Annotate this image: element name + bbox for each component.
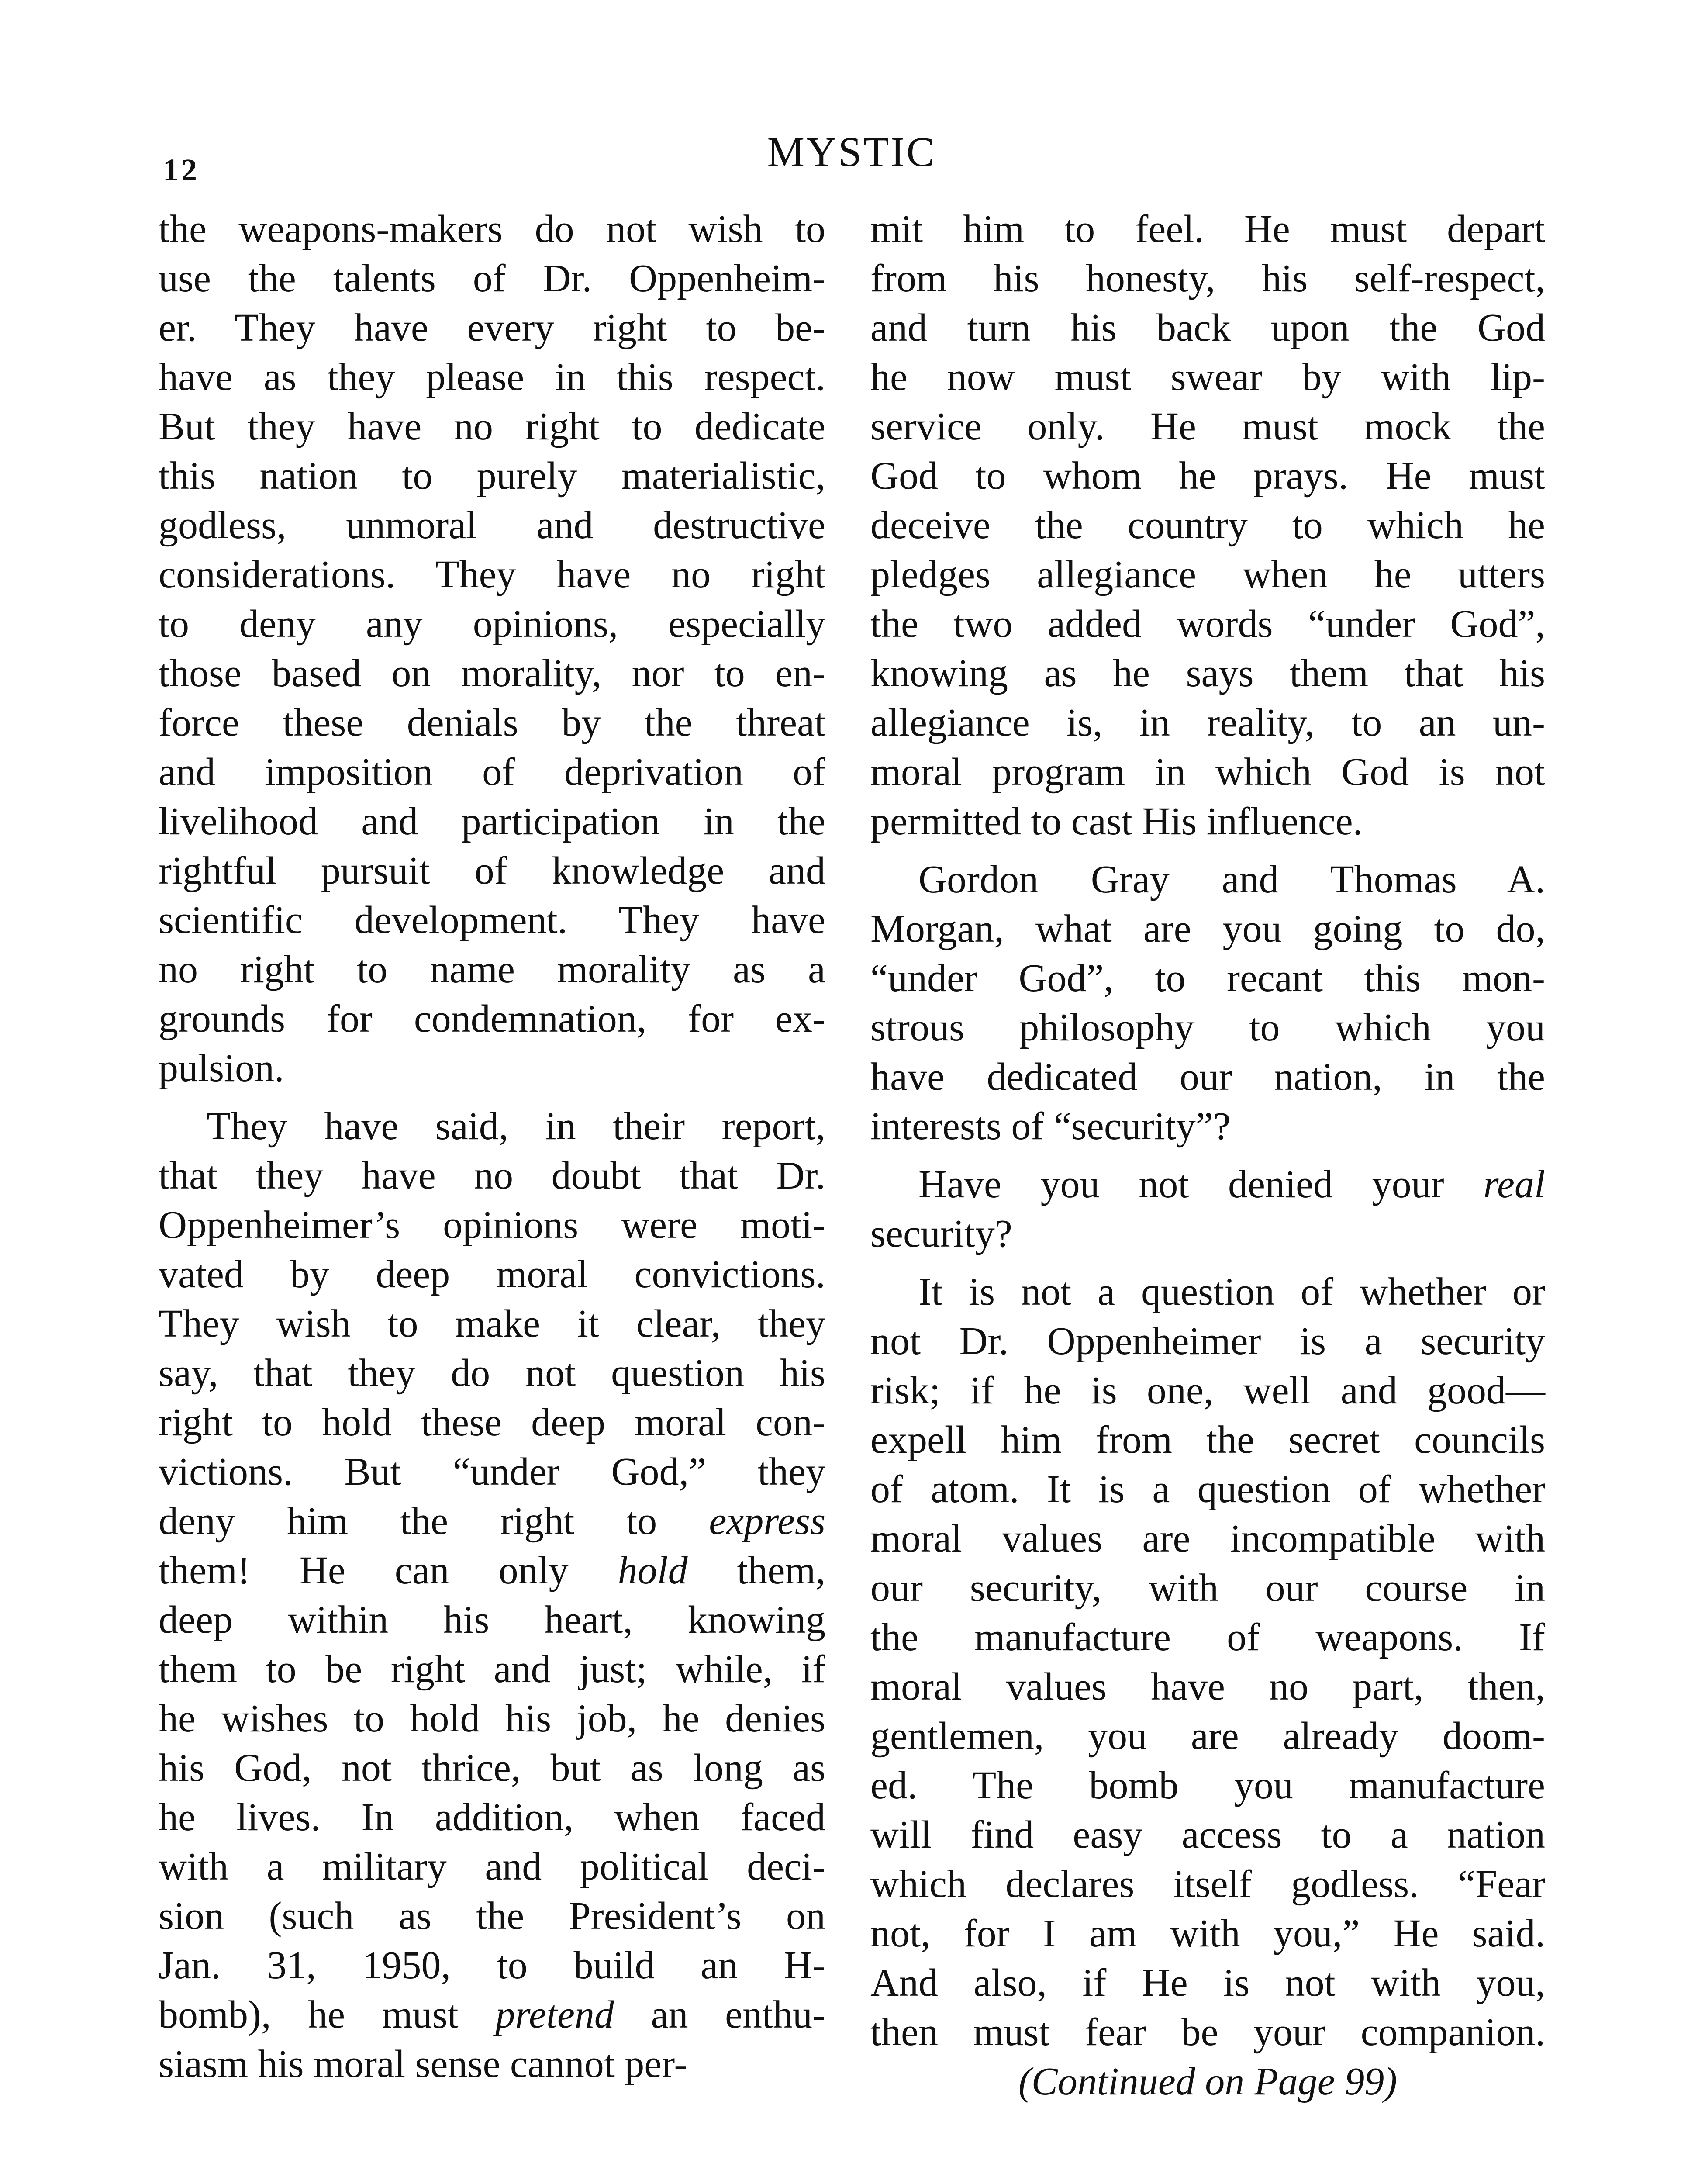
text-segment: them, bbox=[737, 1549, 826, 1592]
text-line: risk; if he is one, well and good— bbox=[870, 1369, 1545, 1412]
text-line: They wish to make it clear, they bbox=[159, 1302, 825, 1345]
text-line: er. They have every right to be- bbox=[159, 306, 825, 349]
text-line: them to be right and just; while, if bbox=[159, 1648, 825, 1691]
text-line: knowing as he says them that his bbox=[870, 652, 1545, 695]
text-line: force these denials by the threat bbox=[159, 701, 825, 744]
text-line: to deny any opinions, especially bbox=[159, 602, 825, 646]
text-line: have as they please in this respect. bbox=[159, 356, 825, 399]
continued-note: (Continued on Page 99) bbox=[1018, 2060, 1398, 2103]
italic-word: real bbox=[1483, 1163, 1545, 1206]
text-line: expell him from the secret councils bbox=[870, 1418, 1545, 1462]
text-line: sion (such as the President’s on bbox=[159, 1894, 825, 1938]
text-line: from his honesty, his self-respect, bbox=[870, 257, 1545, 300]
text-line: his God, not thrice, but as long as bbox=[159, 1746, 825, 1790]
italic-word: express bbox=[709, 1500, 825, 1543]
text-line: then must fear be your companion. bbox=[870, 2011, 1545, 2054]
text-line: which declares itself godless. “Fear bbox=[870, 1863, 1545, 1906]
text-line: rightful pursuit of knowledge and bbox=[159, 849, 825, 892]
text-line: deceive the country to which he bbox=[870, 504, 1545, 547]
text-line: and turn his back upon the God bbox=[870, 306, 1545, 349]
text-segment: bomb), he must bbox=[159, 1993, 459, 2036]
text-line: will find easy access to a nation bbox=[870, 1813, 1545, 1856]
text-line: service only. He must mock the bbox=[870, 405, 1545, 448]
text-line: the manufacture of weapons. If bbox=[870, 1616, 1545, 1659]
text-line: he lives. In addition, when faced bbox=[159, 1796, 825, 1839]
text-line: siasm his moral sense cannot per- bbox=[159, 2042, 687, 2086]
text-line: strous philosophy to which you bbox=[870, 1006, 1545, 1049]
text-segment: Have you not denied your bbox=[918, 1163, 1444, 1206]
text-line: Morgan, what are you going to do, bbox=[870, 907, 1545, 950]
text-line bbox=[159, 1546, 825, 1595]
text-line: security? bbox=[870, 1212, 1012, 1255]
running-head: MYSTIC bbox=[767, 128, 936, 175]
text-line: not, for I am with you,” He said. bbox=[870, 1912, 1545, 1955]
text-line: moral program in which God is not bbox=[870, 750, 1545, 794]
text-line: this nation to purely materialistic, bbox=[159, 454, 825, 498]
text-line: Oppenheimer’s opinions were moti- bbox=[159, 1203, 825, 1247]
text-segment: them! He can only bbox=[159, 1549, 569, 1592]
text-line: no right to name morality as a bbox=[159, 948, 825, 991]
left-column bbox=[159, 204, 825, 2089]
text-line bbox=[159, 1496, 825, 1546]
text-line: he wishes to hold his job, he denies bbox=[159, 1697, 825, 1740]
text-line: our security, with our course in bbox=[870, 1566, 1545, 1610]
text-line: godless, unmoral and destructive bbox=[159, 504, 825, 547]
text-line: moral values have no part, then, bbox=[870, 1665, 1545, 1708]
text-line: pledges allegiance when he utters bbox=[870, 553, 1545, 596]
text-line: the weapons-makers do not wish to bbox=[159, 207, 825, 251]
text-line: allegiance is, in reality, to an un- bbox=[870, 701, 1545, 744]
text-line: say, that they do not question his bbox=[159, 1351, 825, 1395]
text-line: scientific development. They have bbox=[159, 898, 825, 942]
text-line: gentlemen, you are already doom- bbox=[870, 1714, 1545, 1758]
text-line: use the talents of Dr. Oppenheim- bbox=[159, 257, 825, 300]
text-line: But they have no right to dedicate bbox=[159, 405, 825, 448]
text-line: interests of “security”? bbox=[870, 1105, 1231, 1148]
text-line: he now must swear by with lip- bbox=[870, 356, 1545, 399]
text-line: considerations. They have no right bbox=[159, 553, 825, 596]
text-line: permitted to cast His influence. bbox=[870, 800, 1363, 843]
text-line: pulsion. bbox=[159, 1047, 284, 1090]
text-line bbox=[159, 1990, 825, 2039]
text-segment: an enthu- bbox=[651, 1993, 826, 2036]
text-line: the two added words “under God”, bbox=[870, 602, 1545, 646]
text-segment: deny him the right to bbox=[159, 1500, 657, 1543]
text-line: mit him to feel. He must depart bbox=[870, 207, 1545, 251]
text-line: deep within his heart, knowing bbox=[159, 1598, 825, 1641]
text-line: not Dr. Oppenheimer is a security bbox=[870, 1320, 1545, 1363]
text-line: moral values are incompatible with bbox=[870, 1517, 1545, 1560]
text-line: “under God”, to recant this mon- bbox=[870, 957, 1545, 1000]
text-line: victions. But “under God,” they bbox=[159, 1450, 825, 1493]
text-line: vated by deep moral convictions. bbox=[159, 1253, 825, 1296]
italic-word: pretend bbox=[495, 1993, 614, 2036]
right-column bbox=[870, 204, 1545, 2106]
text-line: They have said, in their report, bbox=[207, 1105, 825, 1148]
text-line: God to whom he prays. He must bbox=[870, 454, 1545, 498]
text-line bbox=[870, 1160, 1545, 1209]
text-line: It is not a question of whether or bbox=[918, 1270, 1545, 1313]
text-line: Gordon Gray and Thomas A. bbox=[918, 858, 1545, 901]
text-line: and imposition of deprivation of bbox=[159, 750, 825, 794]
text-line: of atom. It is a question of whether bbox=[870, 1468, 1545, 1511]
text-line: that they have no doubt that Dr. bbox=[159, 1154, 825, 1197]
text-line: grounds for condemnation, for ex- bbox=[159, 997, 825, 1040]
text-line: And also, if He is not with you, bbox=[870, 1961, 1545, 2004]
text-line: right to hold these deep moral con- bbox=[159, 1401, 825, 1444]
text-line: Jan. 31, 1950, to build an H- bbox=[159, 1944, 825, 1987]
page-number: 12 bbox=[163, 152, 200, 187]
text-line: with a military and political deci- bbox=[159, 1845, 825, 1888]
text-line: livelihood and participation in the bbox=[159, 800, 825, 843]
text-line: those based on morality, nor to en- bbox=[159, 652, 825, 695]
italic-word: hold bbox=[618, 1549, 688, 1592]
text-line: ed. The bomb you manufacture bbox=[870, 1764, 1545, 1807]
text-line: have dedicated our nation, in the bbox=[870, 1055, 1545, 1099]
